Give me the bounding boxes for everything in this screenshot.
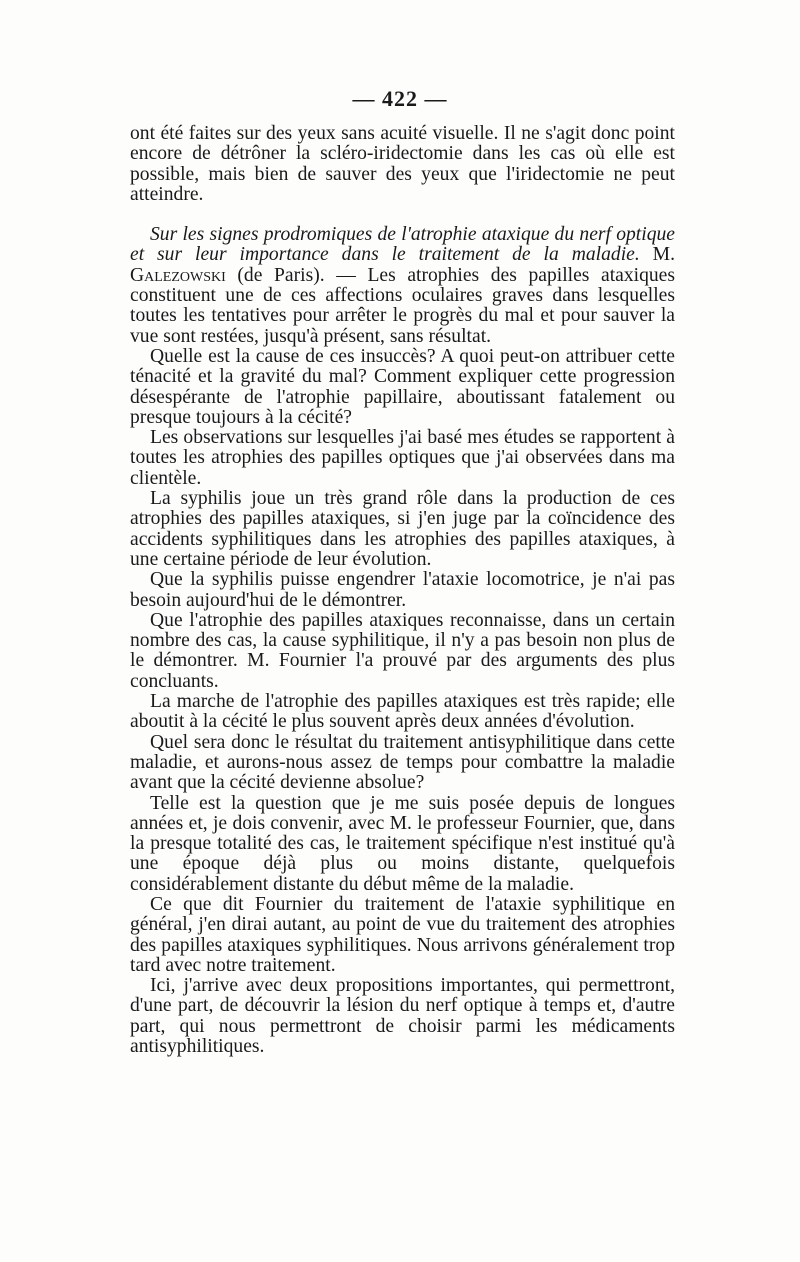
paragraph: Ici, j'arrive avec deux propositions importantes, qui permettront, d'une part, de découvrir la lésion du nerf optique à temps et, d'autre part, qui nous permettront de choisir parmi les médicaments antisyphilitiques. [130,975,675,1058]
section-paragraph [130,225,675,347]
page-number: — 422 — [352,86,448,111]
paragraph: ont été faites sur des yeux sans acuité visuelle. Il ne s'agit donc point encore de détrôner la scléro-iridectomie dans les cas où elle est possible, mais bien de sauver des yeux que l'iridectomie ne peut atteindre. [130,123,675,205]
author-name: Galezowski [130,264,226,286]
paragraph-text: Les atrophies des papilles ataxiques constituent une de ces affections oculaires graves dans lesquelles toutes les tentatives pour arrêter le progrès du mal et pour sauver la vue sont restées, jusqu'à présent, sans résultat. [130,264,675,347]
paragraph: Que l'atrophie des papilles ataxiques reconnaisse, dans un certain nombre des cas, la cause syphilitique, il n'y a pas besoin non plus de le démontrer. M. Fournier l'a prouvé par des arguments des plus concluants. [130,609,675,692]
paragraph: La marche de l'atrophie des papilles ataxiques est très rapide; elle aboutit à la cécité le plus souvent après deux années d'évolution. [130,691,675,733]
paragraph: La syphilis joue un très grand rôle dans la production de ces atrophies des papilles ataxiques, si j'en juge par la coïncidence des accidents syphilitiques dans les atrophies des papilles ataxiques, à une certaine période de leur évolution. [130,488,675,570]
body-text [130,124,675,1057]
paragraph: Que la syphilis puisse engendrer l'ataxie locomotrice, je n'ai pas besoin aujourd'hui de le démontrer. [130,569,675,611]
paragraph: Quelle est la cause de ces insuccès? A quoi peut-on attribuer cette ténacité et la gravité du mal? Comment expliquer cette progression désespérante de l'atrophie papillaire, aboutissant fatalement ou presque toujours à la cécité? [130,345,675,428]
paragraph: Ce que dit Fournier du traitement de l'ataxie syphilitique en général, j'en dirai autant, au point de vue du traitement des atrophies des papilles ataxiques syphilitiques. Nous arrivons généralement trop tard avec notre traitement. [130,893,675,976]
paragraph: Telle est la question que je me suis posée depuis de longues années et, je dois convenir, avec M. le professeur Fournier, que, dans la presque totalité des cas, le traitement spécifique n'est institué qu'à une époque déjà plus ou moins distante, quelquefois considérablement distante du début même de la maladie. [130,792,675,895]
paragraph: Quel sera donc le résultat du traitement antisyphilitique dans cette maladie, et aurons-nous assez de temps pour combattre la maladie avant que la cécité devienne absolue? [130,731,675,794]
author-location: (de Paris). — [225,264,368,286]
author-prefix: M. [652,244,675,266]
section-title: Sur les signes prodromiques de l'atrophie ataxique du nerf optique et sur leur importance dans le traitement de la maladie. [130,224,675,266]
paragraph: Les observations sur lesquelles j'ai basé mes études se rapportent à toutes les atrophies des papilles optiques que j'ai observées dans ma clientèle. [130,427,675,489]
